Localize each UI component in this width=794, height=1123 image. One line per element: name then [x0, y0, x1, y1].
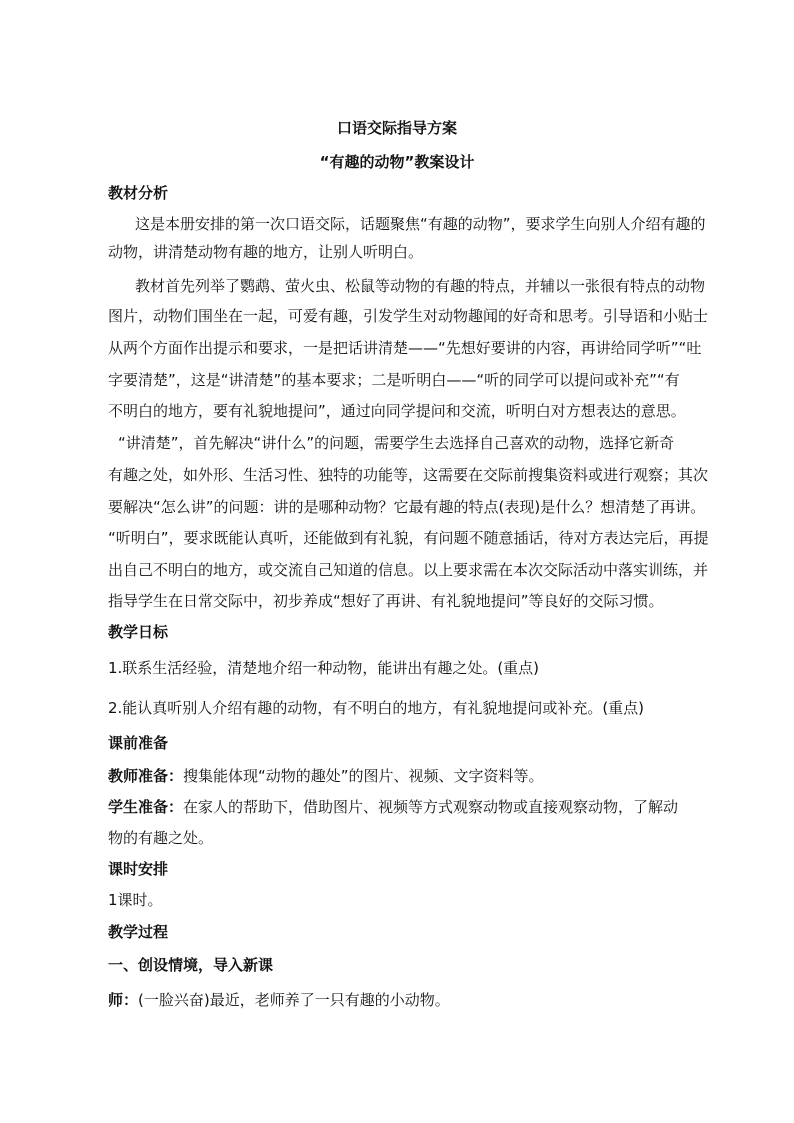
teacher-dialogue — [108, 990, 708, 1010]
analysis-paragraph-3-line-1: “讲清楚”，首先解决“讲什么”的问题，需要学生去选择自己喜欢的动物，选择它新奇 — [118, 434, 675, 452]
analysis-paragraph-2-line-3: 从两个方面作出提示和要求，一是把话讲清楚——“先想好要讲的内容，再讲给同学听”“吐 — [108, 339, 702, 357]
student-preparation-label: 学生准备： — [108, 798, 184, 816]
section-heading-preparation: 课前准备 — [108, 734, 169, 752]
student-preparation-line-1 — [108, 797, 708, 817]
analysis-paragraph-3-line-5: 出自己不明白的地方，或交流自己知道的信息。以上要求需在本次交际活动中落实训练，并 — [108, 561, 709, 579]
process-step-1: 一、创设情境，导入新课 — [108, 956, 274, 974]
analysis-paragraph-3-line-3: 要解决“怎么讲”的问题：讲的是哪种动物？它最有趣的特点(表现)是什么？想清楚了再讲。 — [108, 498, 706, 516]
schedule-text: 1课时。 — [108, 891, 163, 909]
analysis-paragraph-2-line-4: 字要清楚”，这是“讲清楚”的基本要求；二是听明白——“听的同学可以提问或补充”“有 — [108, 371, 680, 389]
teacher-dialogue-label: 师： — [108, 991, 139, 1009]
analysis-paragraph-2-line-2: 图片，动物们围坐在一起，可爱有趣，引发学生对动物趣闻的好奇和思考。引导语和小贴士 — [108, 307, 709, 325]
goal-item-1: 1.联系生活经验，清楚地介绍一种动物，能讲出有趣之处。(重点) — [108, 659, 540, 677]
teacher-dialogue-text: (一脸兴奋)最近，老师养了一只有趣的小动物。 — [138, 991, 450, 1009]
section-heading-analysis: 教材分析 — [108, 184, 169, 202]
analysis-paragraph-3-line-4: “听明白”，要求既能认真听，还能做到有礼貌，有问题不随意插话，待对方表达完后，再提 — [108, 529, 709, 547]
teacher-preparation-text: 搜集能体现“动物的趣处”的图片、视频、文字资料等。 — [183, 767, 544, 785]
analysis-paragraph-1-line-1: 这是本册安排的第一次口语交际，话题聚焦“有趣的动物”，要求学生向别人介绍有趣的 — [135, 215, 706, 233]
analysis-paragraph-2-line-1: 教材首先列举了鹦鹉、萤火虫、松鼠等动物的有趣的特点，并辅以一张很有特点的动物 — [135, 277, 706, 295]
student-preparation-text: 在家人的帮助下，借助图片、视频等方式观察动物或直接观察动物，了解动 — [183, 798, 679, 816]
section-heading-process: 教学过程 — [108, 923, 169, 941]
student-preparation-line-2: 物的有趣之处。 — [108, 829, 214, 847]
document-subtitle: “有趣的动物”教案设计 — [319, 153, 475, 171]
analysis-paragraph-3-line-6: 指导学生在日常交际中，初步养成“想好了再讲、有礼貌地提问”等良好的交际习惯。 — [108, 592, 664, 610]
section-heading-goals: 教学日标 — [108, 623, 169, 641]
analysis-paragraph-2-line-5: 不明白的地方，要有礼貌地提问”，通过向同学提问和交流，听明白对方想表达的意思。 — [108, 402, 686, 420]
teacher-preparation-label: 教师准备： — [108, 767, 184, 785]
analysis-paragraph-1-line-2: 动物，讲清楚动物有趣的地方，让别人听明白。 — [108, 243, 424, 261]
goal-item-2: 2.能认真听别人介绍有趣的动物，有不明白的地方，有礼貌地提问或补充。(重点) — [108, 699, 645, 717]
section-heading-schedule: 课时安排 — [108, 860, 169, 878]
analysis-paragraph-3-line-2: 有趣之处，如外形、生活习性、独特的功能等，这需要在交际前搜集资料或进行观察；其次 — [108, 466, 709, 484]
teacher-preparation — [108, 766, 708, 786]
document-title: 口语交际指导方案 — [336, 119, 457, 137]
